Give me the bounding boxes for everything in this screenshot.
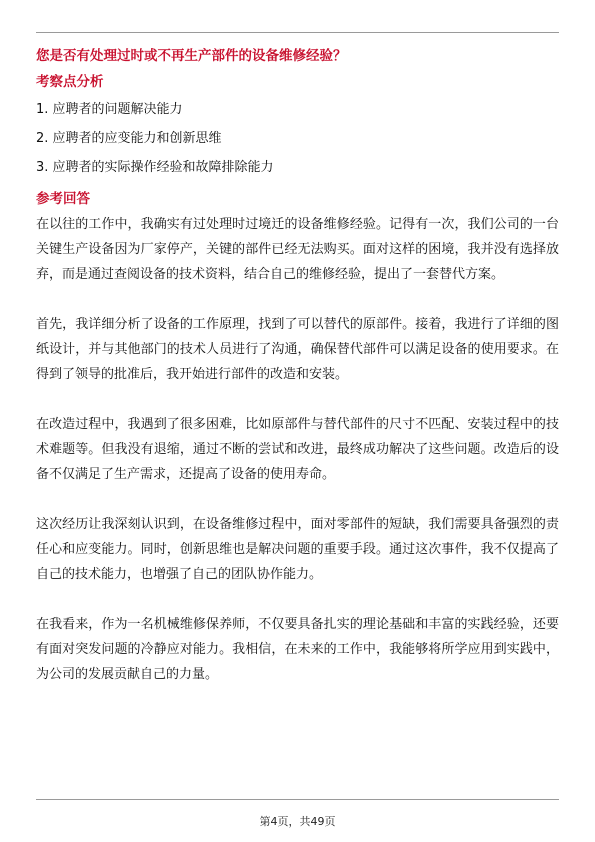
answer-title: 参考回答 — [36, 191, 90, 207]
top-divider — [36, 32, 559, 33]
question-heading: 您是否有处理过时或不再生产部件的设备维修经验？ — [36, 48, 347, 64]
analysis-point: 1. 应聘者的问题解决能力 — [36, 102, 183, 117]
bottom-divider — [36, 799, 559, 800]
analysis-title: 考察点分析 — [36, 74, 104, 90]
answer-paragraph: 首先，我详细分析了设备的工作原理，找到了可以替代的原部件。接着，我进行了详细的图纸设计，并与其他部门的技术人员进行了沟通，确保替代部件可以满足设备的使用要求。在得到了领导的批准后，我开始进行部件的改造和安装。 — [36, 317, 559, 382]
answer-body — [36, 212, 559, 712]
answer-paragraph: 在改造过程中，我遇到了很多困难，比如原部件与替代部件的尺寸不匹配、安装过程中的技术难题等。但我没有退缩，通过不断的尝试和改进，最终成功解决了这些问题。改造后的设备不仅满足了生产需求，还提高了设备的使用寿命。 — [36, 417, 559, 482]
answer-paragraph: 在以往的工作中，我确实有过处理时过境迁的设备维修经验。记得有一次，我们公司的一台关键生产设备因为厂家停产，关键的部件已经无法购买。面对这样的困境，我并没有选择放弃，而是通过查阅设备的技术资料，结合自己的维修经验，提出了一套替代方案。 — [36, 217, 559, 282]
answer-paragraph: 在我看来，作为一名机械维修保养师，不仅要具备扎实的理论基础和丰富的实践经验，还要有面对突发问题的冷静应对能力。我相信，在未来的工作中，我能够将所学应用到实践中，为公司的发展贡献自己的力量。 — [36, 617, 559, 682]
analysis-point: 2. 应聘者的应变能力和创新思维 — [36, 131, 222, 146]
analysis-point: 3. 应聘者的实际操作经验和故障排除能力 — [36, 160, 274, 175]
page-number: 第4页，共49页 — [259, 815, 336, 828]
answer-paragraph: 这次经历让我深刻认识到，在设备维修过程中，面对零部件的短缺，我们需要具备强烈的责任心和应变能力。同时，创新思维也是解决问题的重要手段。通过这次事件，我不仅提高了自己的技术能力，也增强了自己的团队协作能力。 — [36, 517, 559, 582]
